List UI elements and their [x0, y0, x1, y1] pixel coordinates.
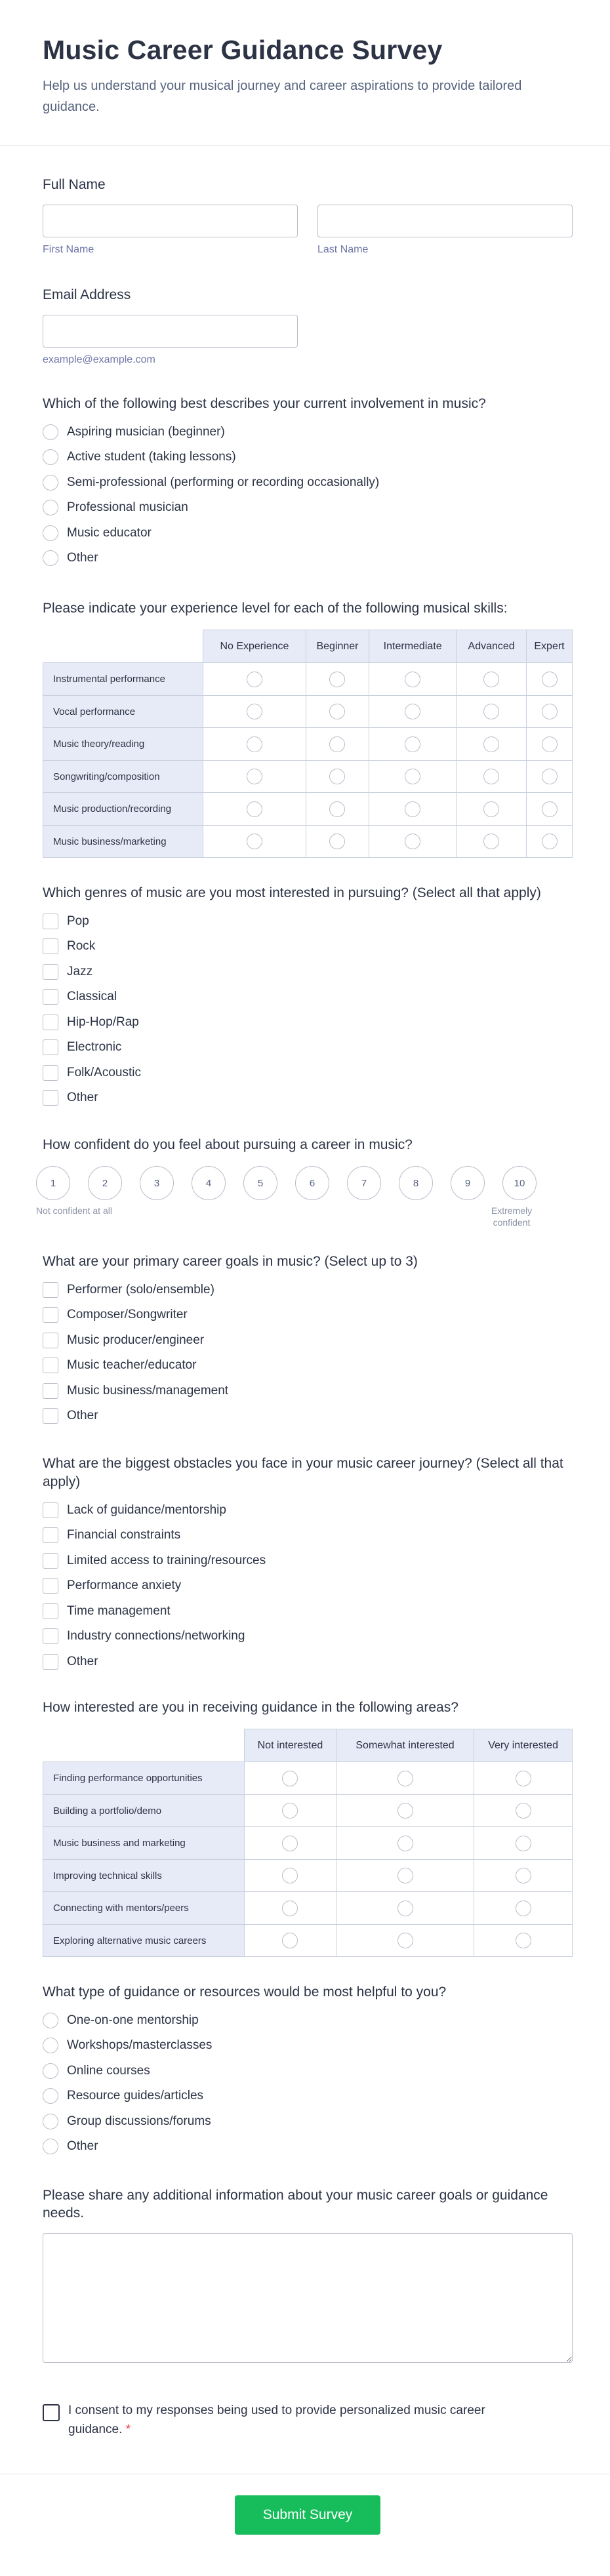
matrix-radio-button[interactable]: [282, 1868, 298, 1883]
goal-option[interactable]: [43, 1353, 573, 1379]
matrix-cell: [336, 1892, 474, 1925]
matrix-cell: [527, 663, 573, 696]
goal-option-label: Music producer/engineer: [67, 1333, 205, 1347]
matrix-cell: [369, 728, 457, 761]
matrix-cell: [245, 1762, 336, 1795]
genre-option-label: Rock: [67, 939, 96, 954]
checkbox[interactable]: [43, 1654, 58, 1670]
obstacle-option[interactable]: [43, 1523, 573, 1548]
obstacle-option-label: Time management: [67, 1603, 171, 1618]
matrix-cell: [245, 1892, 336, 1925]
skills-question: [43, 599, 573, 858]
matrix-row: [43, 663, 573, 696]
matrix-row-label: Improving technical skills: [43, 1859, 245, 1892]
resource-option-label: One-on-one mentorship: [67, 2013, 199, 2027]
matrix-radio-button[interactable]: [329, 834, 345, 849]
additional-info-question: [43, 2186, 573, 2363]
checkbox[interactable]: [43, 1408, 58, 1424]
matrix-column-header: Intermediate: [369, 630, 457, 663]
matrix-radio-button[interactable]: [247, 769, 262, 784]
genre-option-label: Jazz: [67, 964, 93, 978]
matrix-radio-button[interactable]: [329, 801, 345, 817]
matrix-radio-button[interactable]: [483, 834, 499, 849]
radio-button[interactable]: [43, 2139, 58, 2154]
matrix-cell: [245, 1827, 336, 1860]
full-name-field: [43, 176, 573, 256]
matrix-cell: [474, 1892, 573, 1925]
involvement-label: Which of the following best describes your current involvement in music?: [43, 396, 486, 411]
scale-option[interactable]: 9: [451, 1166, 485, 1200]
involvement-option-label: Active student (taking lessons): [67, 450, 236, 464]
matrix-cell: [203, 663, 306, 696]
scale-high-label: Extremely confident: [491, 1205, 533, 1228]
goal-option-label: Music teacher/educator: [67, 1358, 197, 1373]
matrix-row: [43, 825, 573, 858]
matrix-cell: [457, 728, 527, 761]
matrix-row: [43, 1794, 573, 1827]
matrix-radio-button[interactable]: [397, 1933, 413, 1948]
matrix-cell: [457, 793, 527, 826]
involvement-option-label: Semi-professional (performing or recording occasionally): [67, 475, 380, 489]
form-header: [0, 0, 610, 146]
resource-option[interactable]: [43, 2007, 573, 2033]
matrix-radio-button[interactable]: [405, 769, 420, 784]
matrix-row-label: Instrumental performance: [43, 663, 203, 696]
matrix-cell: [474, 1762, 573, 1795]
scale-option[interactable]: 4: [192, 1166, 226, 1200]
matrix-cell: [203, 825, 306, 858]
consent-field: [43, 2402, 528, 2439]
page-title: Music Career Guidance Survey: [43, 35, 443, 65]
radio-button[interactable]: [43, 2114, 58, 2129]
checkbox[interactable]: [43, 1502, 58, 1518]
genre-option[interactable]: [43, 1035, 573, 1060]
genre-option[interactable]: [43, 1060, 573, 1085]
matrix-cell: [306, 793, 369, 826]
involvement-option[interactable]: [43, 470, 573, 495]
matrix-radio-button[interactable]: [397, 1901, 413, 1916]
matrix-radio-button[interactable]: [282, 1836, 298, 1851]
matrix-cell: [369, 793, 457, 826]
matrix-cell: [369, 760, 457, 793]
checkbox[interactable]: [43, 1282, 58, 1298]
scale-option[interactable]: 8: [399, 1166, 433, 1200]
matrix-radio-button[interactable]: [542, 672, 558, 687]
goal-option-label: Music business/management: [67, 1383, 229, 1398]
matrix-radio-button[interactable]: [516, 1901, 531, 1916]
email-label: Email Address: [43, 287, 131, 302]
matrix-column-header: No Experience: [203, 630, 306, 663]
matrix-cell: [203, 728, 306, 761]
matrix-cell: [527, 728, 573, 761]
resource-option-label: Other: [67, 2139, 98, 2154]
matrix-cell: [336, 1859, 474, 1892]
matrix-radio-button[interactable]: [247, 704, 262, 719]
required-mark: *: [125, 2422, 131, 2436]
obstacle-option[interactable]: [43, 1599, 573, 1624]
matrix-radio-button[interactable]: [542, 834, 558, 849]
genre-option-label: Other: [67, 1091, 98, 1105]
obstacles-label: What are the biggest obstacles you face in your music career journey? (Select all that apply): [43, 1456, 563, 1490]
matrix-row-label: Music business/marketing: [43, 825, 203, 858]
goal-option[interactable]: [43, 1403, 573, 1429]
matrix-radio-button[interactable]: [483, 769, 499, 784]
resource-option-label: Workshops/masterclasses: [67, 2038, 213, 2053]
matrix-radio-button[interactable]: [247, 834, 262, 849]
matrix-column-header: Somewhat interested: [336, 1729, 474, 1762]
matrix-row-label: Exploring alternative music careers: [43, 1924, 245, 1957]
matrix-radio-button[interactable]: [247, 801, 262, 817]
genre-option-label: Classical: [67, 990, 117, 1004]
checkbox[interactable]: [43, 1015, 58, 1030]
matrix-column-header: Advanced: [457, 630, 527, 663]
matrix-row-label: Connecting with mentors/peers: [43, 1892, 245, 1925]
matrix-radio-button[interactable]: [397, 1803, 413, 1819]
checkbox[interactable]: [43, 938, 58, 954]
matrix-radio-button[interactable]: [329, 704, 345, 719]
obstacle-option-label: Financial constraints: [67, 1528, 181, 1542]
matrix-radio-button[interactable]: [397, 1836, 413, 1851]
confidence-label: How confident do you feel about pursuing a career in music?: [43, 1137, 413, 1152]
checkbox[interactable]: [43, 1383, 58, 1399]
matrix-radio-button[interactable]: [282, 1771, 298, 1786]
checkbox[interactable]: [43, 1307, 58, 1323]
radio-button[interactable]: [43, 475, 58, 491]
matrix-row: [43, 1859, 573, 1892]
first-name-sublabel: First Name: [43, 244, 94, 256]
radio-button[interactable]: [43, 2038, 58, 2053]
resource-option[interactable]: [43, 2083, 573, 2109]
matrix-row: [43, 760, 573, 793]
resource-option-label: Group discussions/forums: [67, 2114, 211, 2128]
matrix-cell: [457, 695, 527, 728]
matrix-row: [43, 695, 573, 728]
genres-label: Which genres of music are you most interested in pursuing? (Select all that apply): [43, 885, 541, 900]
matrix-row: [43, 1827, 573, 1860]
radio-button[interactable]: [43, 550, 58, 566]
genre-option[interactable]: [43, 959, 573, 984]
obstacles-question: [43, 1455, 573, 1674]
matrix-cell: [306, 663, 369, 696]
checkbox[interactable]: [43, 1358, 58, 1373]
checkbox[interactable]: [43, 1628, 58, 1644]
matrix-radio-button[interactable]: [282, 1933, 298, 1948]
matrix-cell: [369, 825, 457, 858]
involvement-option[interactable]: [43, 520, 573, 546]
checkbox[interactable]: [43, 914, 58, 929]
matrix-cell: [203, 760, 306, 793]
matrix-column-header: Expert: [527, 630, 573, 663]
involvement-option[interactable]: [43, 445, 573, 470]
checkbox[interactable]: [43, 1039, 58, 1055]
matrix-cell: [369, 663, 457, 696]
matrix-cell: [245, 1794, 336, 1827]
matrix-radio-button[interactable]: [483, 704, 499, 719]
matrix-row: [43, 793, 573, 826]
matrix-row: [43, 1924, 573, 1957]
obstacle-option-label: Performance anxiety: [67, 1579, 182, 1593]
matrix-row-label: Songwriting/composition: [43, 760, 203, 793]
skills-matrix: [43, 630, 573, 858]
matrix-radio-button[interactable]: [397, 1868, 413, 1883]
matrix-cell: [474, 1924, 573, 1957]
skills-label: Please indicate your experience level for each of the following musical skills:: [43, 601, 508, 616]
scale-option[interactable]: 1: [36, 1166, 70, 1200]
resource-option[interactable]: [43, 2033, 573, 2059]
matrix-cell: [245, 1859, 336, 1892]
matrix-cell: [527, 793, 573, 826]
scale-low-label: Not confident at all: [36, 1205, 112, 1217]
radio-button[interactable]: [43, 449, 58, 465]
matrix-cell: [369, 695, 457, 728]
obstacle-option-label: Other: [67, 1654, 98, 1668]
matrix-row: [43, 728, 573, 761]
involvement-option[interactable]: [43, 495, 573, 521]
checkbox[interactable]: [43, 964, 58, 980]
resources-label: What type of guidance or resources would be most helpful to you?: [43, 1984, 447, 2000]
genre-option[interactable]: [43, 1009, 573, 1035]
matrix-cell: [306, 825, 369, 858]
matrix-row-label: Music production/recording: [43, 793, 203, 826]
matrix-radio-button[interactable]: [483, 801, 499, 817]
page-subtitle: Help us understand your musical journey and career aspirations to provide tailored guidance.: [43, 79, 522, 115]
matrix-row-label: Finding performance opportunities: [43, 1762, 245, 1795]
email-field: [43, 286, 573, 366]
goals-question: [43, 1253, 573, 1428]
genres-question: [43, 884, 573, 1110]
matrix-radio-button[interactable]: [247, 672, 262, 687]
radio-button[interactable]: [43, 2013, 58, 2028]
matrix-cell: [527, 825, 573, 858]
matrix-cell: [527, 760, 573, 793]
consent-checkbox[interactable]: [43, 2404, 60, 2421]
radio-button[interactable]: [43, 525, 58, 541]
involvement-option-label: Aspiring musician (beginner): [67, 424, 225, 439]
matrix-radio-button[interactable]: [542, 704, 558, 719]
matrix-radio-button[interactable]: [247, 736, 262, 752]
obstacle-option-label: Lack of guidance/mentorship: [67, 1502, 226, 1517]
matrix-radio-button[interactable]: [542, 736, 558, 752]
matrix-row-label: Vocal performance: [43, 695, 203, 728]
radio-button[interactable]: [43, 2063, 58, 2079]
matrix-row-label: Music business and marketing: [43, 1827, 245, 1860]
involvement-option[interactable]: [43, 546, 573, 571]
matrix-cell: [527, 695, 573, 728]
genre-option-label: Folk/Acoustic: [67, 1065, 141, 1079]
checkbox[interactable]: [43, 1603, 58, 1619]
email-sublabel: example@example.com: [43, 354, 155, 366]
involvement-question: [43, 395, 573, 571]
matrix-radio-button[interactable]: [542, 801, 558, 817]
last-name-input[interactable]: [317, 205, 573, 237]
matrix-cell: [457, 663, 527, 696]
matrix-column-header: Very interested: [474, 1729, 573, 1762]
matrix-radio-button[interactable]: [405, 801, 420, 817]
matrix-radio-button[interactable]: [329, 736, 345, 752]
resource-option-label: Online courses: [67, 2063, 150, 2078]
matrix-cell: [306, 760, 369, 793]
matrix-radio-button[interactable]: [282, 1901, 298, 1916]
obstacle-option-label: Industry connections/networking: [67, 1629, 245, 1643]
additional-info-label: Please share any additional information about your music career goals or guidance needs.: [43, 2188, 548, 2221]
matrix-cell: [474, 1794, 573, 1827]
checkbox[interactable]: [43, 1578, 58, 1594]
confidence-scale: [36, 1166, 573, 1200]
resources-question: [43, 1983, 573, 2159]
matrix-cell: [203, 695, 306, 728]
obstacle-option[interactable]: [43, 1498, 573, 1523]
matrix-corner: [43, 630, 203, 663]
resource-option[interactable]: [43, 2108, 573, 2134]
genre-option-label: Electronic: [67, 1040, 122, 1055]
radio-button[interactable]: [43, 424, 58, 440]
matrix-cell: [457, 825, 527, 858]
matrix-cell: [306, 695, 369, 728]
matrix-cell: [245, 1924, 336, 1957]
genre-option[interactable]: [43, 908, 573, 934]
matrix-cell: [457, 760, 527, 793]
goal-option[interactable]: [43, 1302, 573, 1328]
consent-label: I consent to my responses being used to provide personalized music career guidance.: [68, 2404, 485, 2436]
checkbox[interactable]: [43, 989, 58, 1005]
goal-option[interactable]: [43, 1277, 573, 1302]
matrix-cell: [336, 1794, 474, 1827]
goals-label: What are your primary career goals in music? (Select up to 3): [43, 1254, 418, 1269]
obstacle-option[interactable]: [43, 1649, 573, 1675]
checkbox[interactable]: [43, 1090, 58, 1106]
matrix-radio-button[interactable]: [483, 672, 499, 687]
genre-option[interactable]: [43, 984, 573, 1010]
matrix-row-label: Music theory/reading: [43, 728, 203, 761]
scale-option[interactable]: 5: [243, 1166, 277, 1200]
matrix-radio-button[interactable]: [405, 736, 420, 752]
obstacle-option[interactable]: [43, 1548, 573, 1574]
interest-matrix: [43, 1729, 573, 1957]
checkbox[interactable]: [43, 1333, 58, 1348]
matrix-cell: [336, 1762, 474, 1795]
genre-option[interactable]: [43, 1085, 573, 1111]
matrix-radio-button[interactable]: [282, 1803, 298, 1819]
last-name-sublabel: Last Name: [317, 244, 369, 256]
involvement-option-label: Other: [67, 551, 98, 565]
interest-label: How interested are you in receiving guidance in the following areas?: [43, 1700, 458, 1715]
full-name-label: Full Name: [43, 177, 106, 192]
matrix-cell: [474, 1827, 573, 1860]
matrix-radio-button[interactable]: [516, 1836, 531, 1851]
matrix-radio-button[interactable]: [516, 1803, 531, 1819]
genre-option[interactable]: [43, 934, 573, 959]
scale-option[interactable]: 3: [140, 1166, 174, 1200]
matrix-row: [43, 1762, 573, 1795]
matrix-cell: [306, 728, 369, 761]
obstacle-option[interactable]: [43, 1573, 573, 1599]
matrix-radio-button[interactable]: [397, 1771, 413, 1786]
radio-button[interactable]: [43, 500, 58, 515]
matrix-cell: [203, 793, 306, 826]
interest-question: [43, 1699, 573, 1957]
matrix-radio-button[interactable]: [329, 769, 345, 784]
genre-option-label: Pop: [67, 914, 89, 928]
resource-option-label: Resource guides/articles: [67, 2089, 204, 2103]
involvement-option[interactable]: [43, 419, 573, 445]
matrix-corner: [43, 1729, 245, 1762]
matrix-radio-button[interactable]: [516, 1933, 531, 1948]
matrix-cell: [336, 1924, 474, 1957]
matrix-column-header: Beginner: [306, 630, 369, 663]
matrix-radio-button[interactable]: [483, 736, 499, 752]
obstacle-option[interactable]: [43, 1624, 573, 1649]
email-input[interactable]: [43, 315, 298, 348]
goal-option[interactable]: [43, 1327, 573, 1353]
goal-option-label: Other: [67, 1409, 98, 1423]
scale-option[interactable]: 10: [502, 1166, 537, 1200]
matrix-radio-button[interactable]: [516, 1868, 531, 1883]
checkbox[interactable]: [43, 1065, 58, 1081]
matrix-cell: [474, 1859, 573, 1892]
matrix-column-header: Not interested: [245, 1729, 336, 1762]
scale-option[interactable]: 7: [347, 1166, 381, 1200]
genre-option-label: Hip-Hop/Rap: [67, 1015, 139, 1029]
matrix-row-label: Building a portfolio/demo: [43, 1794, 245, 1827]
goal-option-label: Performer (solo/ensemble): [67, 1282, 214, 1297]
submit-button[interactable]: Submit Survey: [235, 2495, 380, 2535]
matrix-radio-button[interactable]: [542, 769, 558, 784]
scale-option[interactable]: 6: [295, 1166, 329, 1200]
form-footer: [0, 2474, 610, 2576]
matrix-cell: [336, 1827, 474, 1860]
checkbox[interactable]: [43, 1527, 58, 1543]
scale-option[interactable]: 2: [88, 1166, 122, 1200]
obstacle-option-label: Limited access to training/resources: [67, 1553, 266, 1567]
matrix-radio-button[interactable]: [405, 704, 420, 719]
resource-option[interactable]: [43, 2058, 573, 2083]
resource-option[interactable]: [43, 2134, 573, 2160]
matrix-radio-button[interactable]: [516, 1771, 531, 1786]
first-name-input[interactable]: [43, 205, 298, 237]
involvement-option-label: Music educator: [67, 525, 152, 540]
radio-button[interactable]: [43, 2088, 58, 2104]
goal-option-label: Composer/Songwriter: [67, 1308, 188, 1322]
matrix-radio-button[interactable]: [405, 672, 420, 687]
matrix-radio-button[interactable]: [329, 672, 345, 687]
checkbox[interactable]: [43, 1553, 58, 1569]
additional-info-textarea[interactable]: [43, 2233, 573, 2363]
confidence-question: [36, 1136, 573, 1228]
matrix-row: [43, 1892, 573, 1925]
involvement-option-label: Professional musician: [67, 500, 188, 515]
goal-option[interactable]: [43, 1378, 573, 1403]
matrix-radio-button[interactable]: [405, 834, 420, 849]
